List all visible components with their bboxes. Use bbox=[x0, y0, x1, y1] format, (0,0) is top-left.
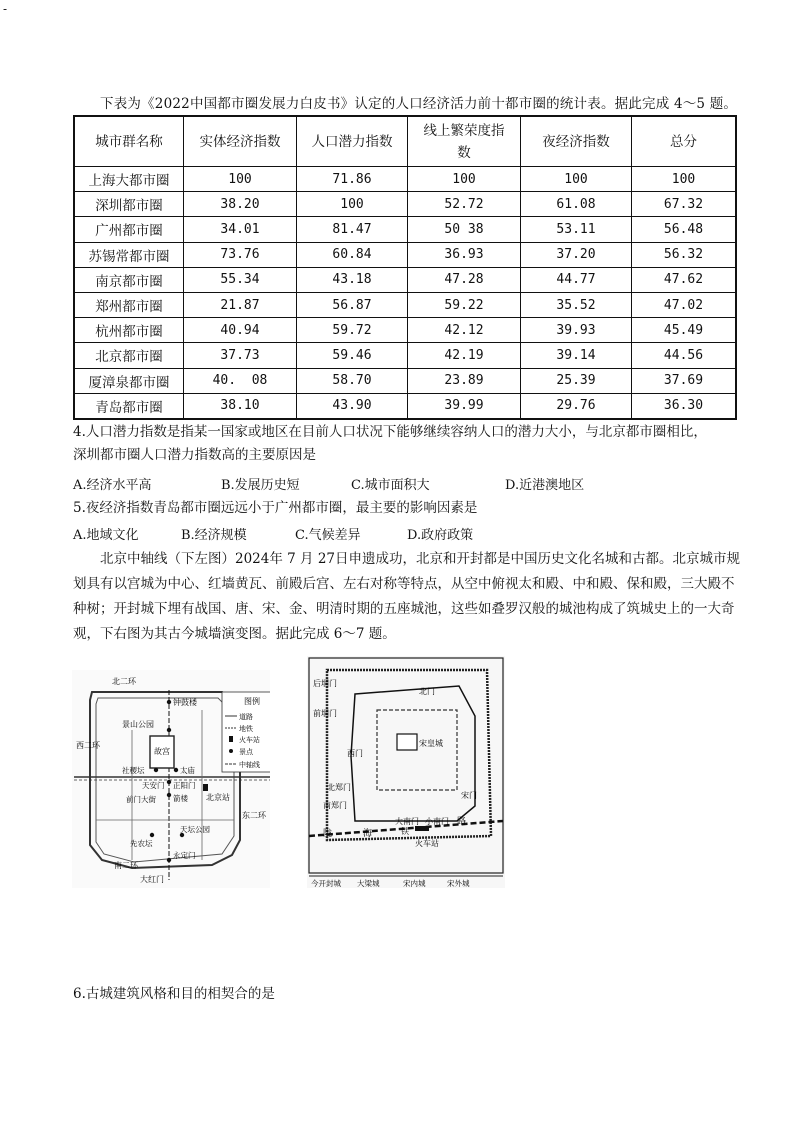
cell: 47.02 bbox=[632, 292, 737, 317]
label-long: 陇 bbox=[323, 829, 333, 839]
legend-daliang: 大梁城 bbox=[357, 879, 380, 888]
cell: 73.76 bbox=[184, 242, 297, 267]
label-taimiao: 太庙 bbox=[180, 766, 195, 775]
cell: 55.34 bbox=[184, 267, 297, 292]
header-online-prosperity: 线上繁荣度指数 bbox=[408, 116, 521, 167]
cell: 100 bbox=[408, 167, 521, 192]
cell: 56.48 bbox=[632, 217, 737, 242]
cell: 52.72 bbox=[408, 192, 521, 217]
cell: 36.93 bbox=[408, 242, 521, 267]
table-row bbox=[74, 393, 736, 419]
cell: 45.49 bbox=[632, 318, 737, 343]
beijing-axis-map bbox=[72, 670, 270, 888]
q4-option-c[interactable]: C.城市面积大 bbox=[351, 478, 430, 493]
label-palace: 故宫 bbox=[154, 747, 170, 756]
label-jingshan: 景山公园 bbox=[122, 720, 154, 729]
table-row bbox=[74, 217, 736, 242]
label-north-ring: 北二环 bbox=[112, 677, 136, 686]
q5-option-d[interactable]: D.政府政策 bbox=[407, 528, 474, 543]
legend-road: 道路 bbox=[239, 713, 253, 721]
header-night-economy: 夜经济指数 bbox=[521, 116, 632, 167]
question-4-stem bbox=[73, 421, 707, 467]
question-4-line1: 4.人口潜力指数是指某一国家或地区在目前人口状况下能够继续容纳人口的潜力大小，与北京都市圈相比， bbox=[73, 424, 707, 440]
corner-mark: - bbox=[3, 2, 8, 16]
cell: 35.52 bbox=[521, 292, 632, 317]
cell: 53.11 bbox=[521, 217, 632, 242]
label-song-palace: 宋皇城 bbox=[419, 739, 443, 748]
label-beijing-station: 北京站 bbox=[206, 793, 230, 802]
cell: 43.18 bbox=[297, 267, 408, 292]
cell: 47.28 bbox=[408, 267, 521, 292]
label-railway: 铁 bbox=[401, 827, 409, 836]
cell: 25.39 bbox=[521, 368, 632, 393]
legend-song-outer: 宋外城 bbox=[447, 879, 470, 888]
label-station: 火车站 bbox=[415, 839, 439, 848]
q4-option-d[interactable]: D.近港澳地区 bbox=[505, 478, 585, 493]
label-zhengyangmen: 正阳门 bbox=[173, 781, 196, 790]
label-south-ring: 南二环 bbox=[114, 861, 138, 870]
cell: 47.62 bbox=[632, 267, 737, 292]
q5-option-b[interactable]: B.经济规模 bbox=[181, 528, 247, 543]
cell: 北京都市圈 bbox=[74, 343, 184, 368]
label-songmen: 宋门 bbox=[461, 791, 477, 800]
q5-option-c[interactable]: C.气候差异 bbox=[295, 528, 361, 543]
table-row bbox=[74, 368, 736, 393]
cell: 上海大都市圈 bbox=[74, 167, 184, 192]
cell: 郑州都市圈 bbox=[74, 292, 184, 317]
legend-axis: 中轴线 bbox=[239, 761, 260, 769]
cell: 100 bbox=[632, 167, 737, 192]
header-city-group: 城市群名称 bbox=[74, 116, 184, 167]
label-qianmen-street: 前门大街 bbox=[126, 795, 156, 804]
cell: 39.14 bbox=[521, 343, 632, 368]
metro-stats-table bbox=[73, 115, 737, 420]
label-jianlou: 箭楼 bbox=[173, 794, 188, 803]
cell: 深圳都市圈 bbox=[74, 192, 184, 217]
label-daxing: 大红门 bbox=[140, 875, 164, 884]
cell: 100 bbox=[184, 167, 297, 192]
question-4-options bbox=[73, 474, 673, 494]
label-hai: 海 bbox=[363, 829, 373, 839]
table-row bbox=[74, 242, 736, 267]
cell: 42.12 bbox=[408, 318, 521, 343]
cell: 59.46 bbox=[297, 343, 408, 368]
cell: 50 38 bbox=[408, 217, 521, 242]
cell: 44.77 bbox=[521, 267, 632, 292]
cell: 厦漳泉都市圈 bbox=[74, 368, 184, 393]
cell: 81.47 bbox=[297, 217, 408, 242]
q4-option-a[interactable]: A.经济水平高 bbox=[73, 478, 152, 493]
label-damen: 大南门 bbox=[395, 817, 419, 826]
question-5-stem: 5.夜经济指数青岛都市圈远远小于广州都市圈，最主要的影响因素是 bbox=[73, 500, 478, 516]
legend-station: 火车站 bbox=[239, 736, 260, 744]
cell: 67.32 bbox=[632, 192, 737, 217]
cell: 广州都市圈 bbox=[74, 217, 184, 242]
label-tiananmen: 天安门 bbox=[142, 781, 165, 790]
table-row bbox=[74, 192, 736, 217]
label-tiantan: 天坛公园 bbox=[180, 825, 210, 834]
cell: 100 bbox=[297, 192, 408, 217]
label-bell-tower: 钟鼓楼 bbox=[173, 698, 197, 707]
cell: 36.30 bbox=[632, 393, 737, 419]
cell: 56.87 bbox=[297, 292, 408, 317]
table-row bbox=[74, 267, 736, 292]
label-beimen: 北门 bbox=[419, 687, 435, 696]
legend-present-city: 今开封城 bbox=[311, 879, 341, 888]
label-xiannong: 先农坛 bbox=[130, 839, 153, 848]
label-beizheng: 北郑门 bbox=[327, 783, 351, 792]
label-qianzhao: 前堌门 bbox=[313, 709, 337, 718]
table-row bbox=[74, 167, 736, 192]
cell: 青岛都市圈 bbox=[74, 393, 184, 419]
cell: 23.89 bbox=[408, 368, 521, 393]
label-sheji: 社稷坛 bbox=[122, 766, 145, 775]
label-east-ring: 东二环 bbox=[242, 811, 266, 820]
cell: 39.93 bbox=[521, 318, 632, 343]
q5-option-a[interactable]: A.地域文化 bbox=[73, 528, 139, 543]
label-lu: 路 bbox=[457, 817, 467, 827]
header-population-potential: 人口潜力指数 bbox=[297, 116, 408, 167]
cell: 43.90 bbox=[297, 393, 408, 419]
cell: 40.94 bbox=[184, 318, 297, 343]
passage-6-7: 北京中轴线（下左图）2024年 7 月 27日申遗成功，北京和开封都是中国历史文化名城和古都。北京城市规划具有以宫城为中心、红墙黄瓦、前殿后宫、左右对称等特点，从空中俯视太和殿、中和殿、保和殿，三大殿不种树；开封城下埋有战国、唐、宋、金、明清时期的五座城池，这些如叠罗汉般的城池构成了筑城史上的一大奇观，下右图为其古今城墙演变图。据此完成 6～7 题。 bbox=[73, 551, 740, 642]
cell: 42.19 bbox=[408, 343, 521, 368]
kaifeng-walls-map bbox=[307, 656, 505, 888]
label-nanzheng: 南郑门 bbox=[323, 801, 347, 810]
table-intro: 下表为《2022中国都市圈发展力白皮书》认定的人口经济活力前十都市圈的统计表。据此完成 4～5 题。 bbox=[100, 96, 738, 112]
legend-song-inner: 宋内城 bbox=[403, 879, 426, 888]
label-xiaomen: 小南门 bbox=[425, 817, 449, 826]
label-yongdingmen: 永定门 bbox=[173, 851, 196, 860]
table-header-row bbox=[74, 116, 736, 167]
cell: 21.87 bbox=[184, 292, 297, 317]
cell: 60.84 bbox=[297, 242, 408, 267]
label-ximen: 西门 bbox=[347, 749, 363, 758]
cell: 37.20 bbox=[521, 242, 632, 267]
table-row bbox=[74, 343, 736, 368]
cell: 34.01 bbox=[184, 217, 297, 242]
q4-option-b[interactable]: B.发展历史短 bbox=[221, 478, 300, 493]
cell: 59.72 bbox=[297, 318, 408, 343]
table-row bbox=[74, 318, 736, 343]
cell: 44.56 bbox=[632, 343, 737, 368]
cell: 38.20 bbox=[184, 192, 297, 217]
question-5-options bbox=[73, 524, 673, 544]
question-4-line2: 深圳都市圈人口潜力指数高的主要原因是 bbox=[73, 447, 316, 463]
question-6-stem: 6.古城建筑风格和目的相契合的是 bbox=[73, 986, 275, 1002]
legend-title: 图例 bbox=[244, 697, 260, 706]
cell: 61.08 bbox=[521, 192, 632, 217]
cell: 38.10 bbox=[184, 393, 297, 419]
cell: 58.70 bbox=[297, 368, 408, 393]
cell: 37.69 bbox=[632, 368, 737, 393]
label-west-ring: 西二环 bbox=[76, 741, 100, 750]
cell: 苏锡常都市圈 bbox=[74, 242, 184, 267]
cell: 杭州都市圈 bbox=[74, 318, 184, 343]
cell: 40. 08 bbox=[184, 368, 297, 393]
cell: 71.86 bbox=[297, 167, 408, 192]
cell: 37.73 bbox=[184, 343, 297, 368]
cell: 59.22 bbox=[408, 292, 521, 317]
label-houzhao: 后堌门 bbox=[313, 679, 337, 688]
legend-spot: 景点 bbox=[239, 748, 253, 756]
cell: 29.76 bbox=[521, 393, 632, 419]
cell: 39.99 bbox=[408, 393, 521, 419]
cell: 100 bbox=[521, 167, 632, 192]
cell: 56.32 bbox=[632, 242, 737, 267]
header-total-score: 总分 bbox=[632, 116, 737, 167]
cell: 南京都市圈 bbox=[74, 267, 184, 292]
header-entity-economy: 实体经济指数 bbox=[184, 116, 297, 167]
legend-metro: 地铁 bbox=[239, 725, 253, 733]
table-row bbox=[74, 292, 736, 317]
